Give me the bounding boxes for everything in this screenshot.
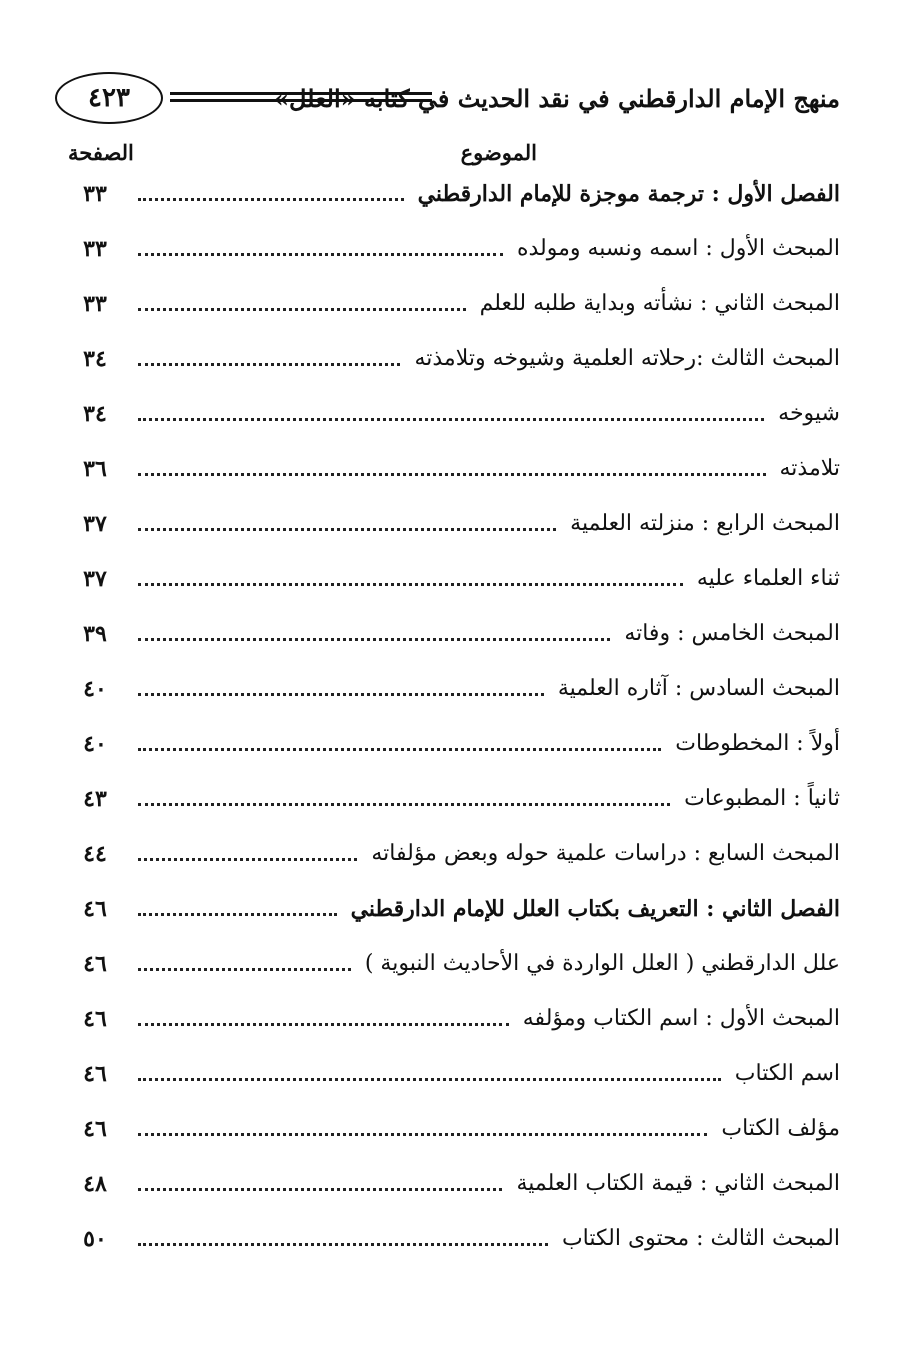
toc-entry-title: المبحث السابع : دراسات علمية حوله وبعض مؤلفاته bbox=[371, 841, 840, 866]
toc-entry bbox=[60, 441, 840, 496]
dot-leader bbox=[138, 528, 556, 531]
toc-entry-page: ٣٤ bbox=[83, 345, 107, 372]
dot-leader bbox=[138, 1243, 548, 1246]
dot-leader bbox=[138, 968, 351, 971]
running-header-title: منهج الإمام الدارقطني في نقد الحديث في كتابه «العلل» bbox=[273, 84, 840, 113]
toc-entry-title: علل الدارقطني ( العلل الواردة في الأحاديث النبوية ) bbox=[364, 951, 840, 976]
toc-entry bbox=[60, 1101, 840, 1156]
toc-entry-page: ٣٧ bbox=[83, 565, 107, 592]
toc-entry bbox=[60, 936, 840, 991]
toc-entry bbox=[60, 661, 840, 716]
toc-entry-page: ٣٣ bbox=[83, 235, 107, 262]
dot-leader bbox=[138, 913, 337, 916]
toc-entry bbox=[60, 386, 840, 441]
dot-leader bbox=[138, 308, 466, 311]
toc-entry bbox=[60, 221, 840, 276]
toc-entry-title: مؤلف الكتاب bbox=[721, 1116, 840, 1141]
toc-entry bbox=[60, 331, 840, 386]
toc-entry-title: ثانياً : المطبوعات bbox=[684, 786, 840, 811]
dot-leader bbox=[138, 858, 357, 861]
toc-entry-page: ٤٤ bbox=[83, 840, 107, 867]
topic-column-heading: الموضوع bbox=[460, 140, 537, 165]
toc-entry-page: ٤٠ bbox=[83, 675, 107, 702]
toc-entry-title: المبحث الأول : اسم الكتاب ومؤلفه bbox=[522, 1006, 840, 1031]
toc-entry-title: الفصل الأول : ترجمة موجزة للإمام الدارقطني bbox=[417, 180, 840, 207]
dot-leader bbox=[138, 638, 610, 641]
dot-leader bbox=[138, 363, 400, 366]
toc-entry bbox=[60, 496, 840, 551]
toc-entry-title: المبحث الخامس : وفاته bbox=[624, 621, 840, 646]
table-of-contents bbox=[60, 166, 840, 1266]
toc-entry bbox=[60, 826, 840, 881]
toc-entry-page: ٣٧ bbox=[83, 510, 107, 537]
dot-leader bbox=[138, 693, 544, 696]
toc-entry bbox=[60, 1211, 840, 1266]
dot-leader bbox=[138, 1188, 502, 1191]
toc-entry-title: ثناء العلماء عليه bbox=[696, 566, 840, 591]
dot-leader bbox=[138, 803, 670, 806]
toc-entry-title: المبحث الثالث :رحلاته العلمية وشيوخه وتلامذته bbox=[414, 346, 840, 371]
toc-entry bbox=[60, 276, 840, 331]
toc-entry bbox=[60, 771, 840, 826]
toc-entry bbox=[60, 166, 840, 221]
toc-entry bbox=[60, 991, 840, 1046]
toc-entry-page: ٤٦ bbox=[83, 950, 107, 977]
toc-entry-title: شيوخه bbox=[778, 401, 840, 426]
page-number-badge: ٤٢٣ bbox=[55, 72, 163, 124]
toc-entry-page: ٤٣ bbox=[83, 785, 107, 812]
dot-leader bbox=[138, 1023, 509, 1026]
toc-entry-title: المبحث السادس : آثاره العلمية bbox=[557, 676, 840, 701]
toc-entry-page: ٣٣ bbox=[83, 290, 107, 317]
dot-leader bbox=[138, 1078, 721, 1081]
dot-leader bbox=[138, 418, 764, 421]
toc-entry-page: ٤٦ bbox=[83, 1005, 107, 1032]
toc-entry-title: المبحث الثاني : نشأته وبداية طلبه للعلم bbox=[479, 291, 840, 316]
toc-entry-title: أولاً : المخطوطات bbox=[675, 731, 840, 756]
toc-entry bbox=[60, 606, 840, 661]
dot-leader bbox=[138, 1133, 707, 1136]
toc-entry-title: الفصل الثاني : التعريف بكتاب العلل للإمام الدارقطني bbox=[350, 895, 840, 922]
toc-entry bbox=[60, 551, 840, 606]
toc-entry bbox=[60, 881, 840, 936]
toc-entry-page: ٣٣ bbox=[83, 180, 107, 207]
toc-entry bbox=[60, 1046, 840, 1101]
dot-leader bbox=[138, 253, 503, 256]
toc-entry-title: اسم الكتاب bbox=[734, 1061, 840, 1086]
toc-entry-title: المبحث الثاني : قيمة الكتاب العلمية bbox=[516, 1171, 840, 1196]
toc-entry-page: ٥٠ bbox=[83, 1225, 107, 1252]
dot-leader bbox=[138, 198, 404, 201]
dot-leader bbox=[138, 583, 683, 586]
toc-entry-page: ٣٩ bbox=[83, 620, 107, 647]
toc-entry-title: المبحث الأول : اسمه ونسبه ومولده bbox=[516, 236, 840, 261]
toc-entry-title: المبحث الرابع : منزلته العلمية bbox=[570, 511, 840, 536]
dot-leader bbox=[138, 473, 766, 476]
toc-entry-page: ٣٤ bbox=[83, 400, 107, 427]
toc-entry-page: ٤٦ bbox=[83, 895, 107, 922]
dot-leader bbox=[138, 748, 661, 751]
toc-entry-page: ٤٦ bbox=[83, 1060, 107, 1087]
toc-entry-title: المبحث الثالث : محتوى الكتاب bbox=[561, 1226, 840, 1251]
toc-entry-page: ٣٦ bbox=[83, 455, 107, 482]
toc-entry-title: تلامذته bbox=[779, 456, 840, 481]
toc-entry-page: ٤٠ bbox=[83, 730, 107, 757]
running-header bbox=[55, 70, 840, 134]
toc-entry bbox=[60, 716, 840, 771]
toc-entry bbox=[60, 1156, 840, 1211]
page-column-heading: الصفحة bbox=[68, 140, 134, 165]
toc-entry-page: ٤٦ bbox=[83, 1115, 107, 1142]
toc-entry-page: ٤٨ bbox=[83, 1170, 107, 1197]
